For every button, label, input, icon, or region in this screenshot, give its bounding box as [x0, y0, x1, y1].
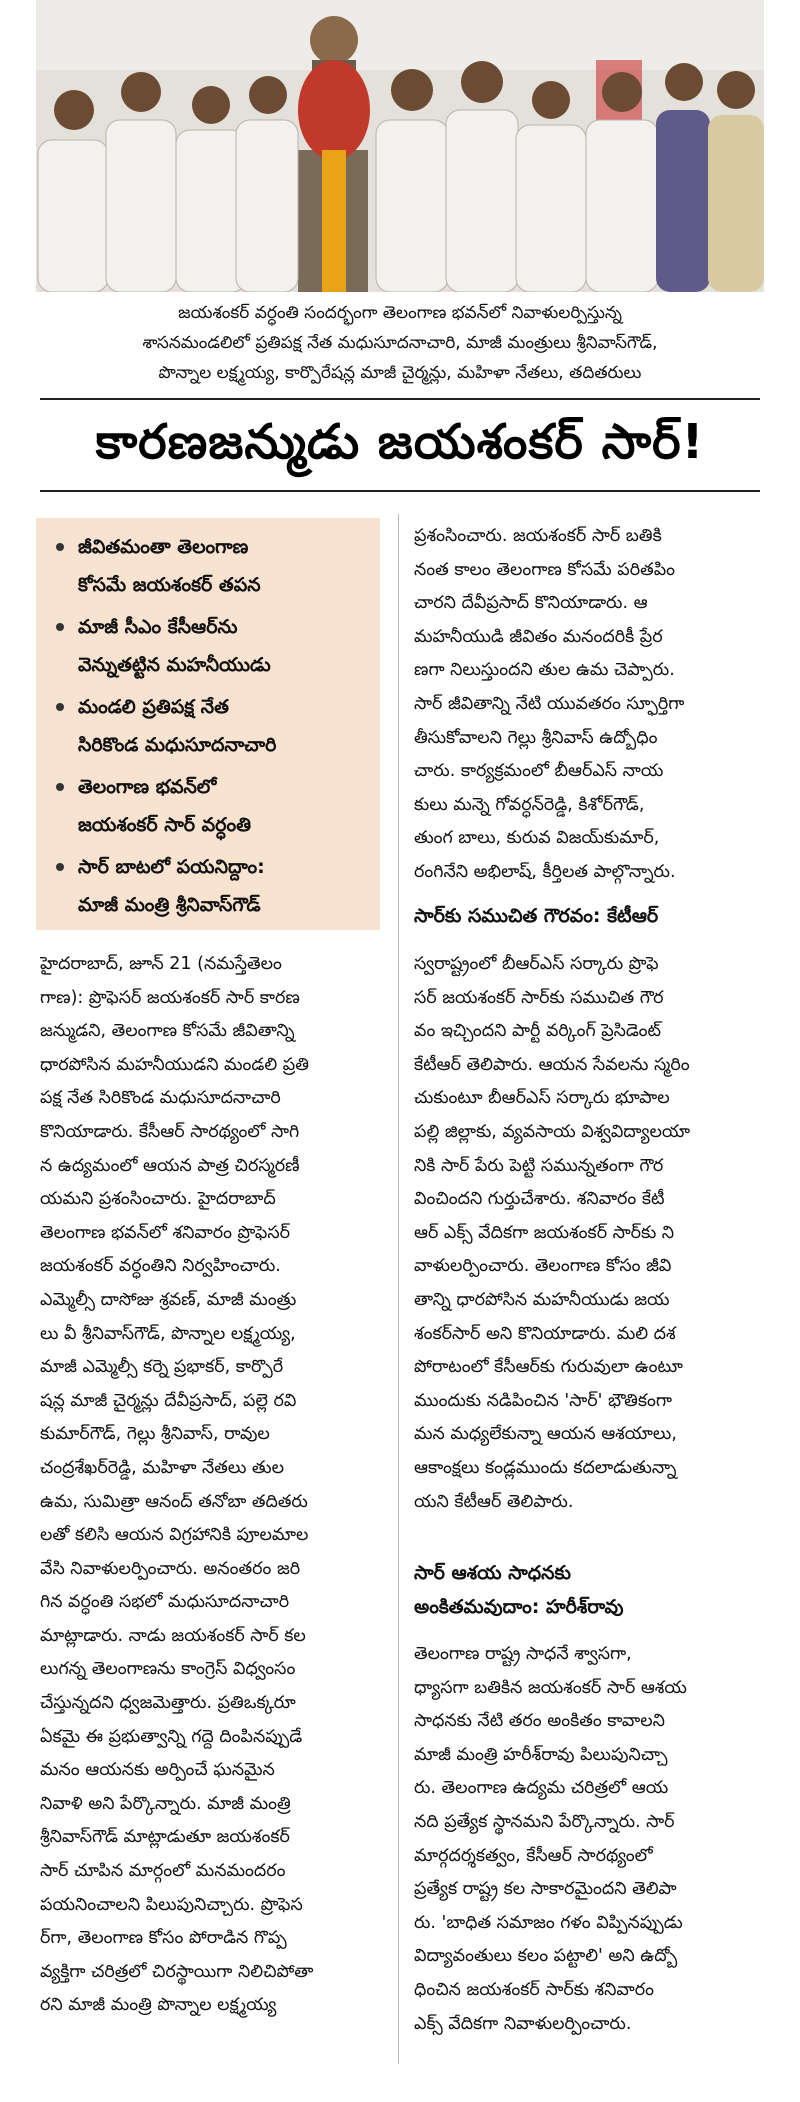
body-line: వించిందని గుర్తుచేశారు. శనివారం కేటీ [414, 1189, 665, 1210]
body-line: మార్గదర్శకత్వం, కేసీఆర్ సారథ్యంలో [414, 1845, 653, 1866]
body-line: మన మధ్యలేకున్నా ఆయన ఆశయాలు, [414, 1424, 677, 1445]
article-right-column-top [414, 520, 764, 890]
body-line: విద్యావంతులు కలం పట్టాలి' అని ఉద్బో [414, 1946, 678, 1967]
body-line: శంకర్‌సార్ అని కొనియాడారు. మలి దశ [414, 1323, 676, 1344]
highlight-line: మండలి ప్రతిపక్ష నేత [78, 696, 229, 718]
body-line: షన్ల మాజీ చైర్మన్లు దేవీప్రసాద్, పల్లె రవి [40, 1390, 297, 1411]
bullet-icon [56, 703, 64, 711]
highlight-item [56, 768, 376, 844]
body-line: చేస్తున్నదని ధ్వజమెత్తారు. ప్రతిఒక్కరూ [40, 1693, 296, 1714]
highlight-line: మాజీ మంత్రి శ్రీనివాస్‌గౌడ్ [78, 894, 261, 916]
body-line: వేసి నివాళులర్పించారు. అనంతరం జరి [40, 1558, 301, 1579]
body-line: మనం ఆయనకు అర్పించే ఘనమైన [40, 1760, 275, 1781]
body-line: నివాళి అని పేర్కొన్నారు. మాజీ మంత్రి [40, 1793, 291, 1814]
subheading-harish-2: అంకితమవుదాం: హరీశ్‌రావు [414, 1596, 624, 1618]
body-line: ఎక్స్ వేదికగా నివాళులర్పించారు. [414, 2013, 632, 2034]
body-line: ఆకాంక్షలు కండ్లముందు కదలాడుతున్నా [414, 1457, 677, 1478]
body-line: ఉమ, సుమిత్రా ఆనంద్ తనోబా తదితరు [40, 1491, 308, 1512]
body-line: తెలంగాణ భవన్‌లో శనివారం ప్రొఫెసర్ [40, 1222, 291, 1243]
body-line: ధారపోసిన మహనీయుడని మండలి ప్రతి [40, 1054, 309, 1075]
caption-line: శాసనమండలిలో ప్రతిపక్ష నేత మధుసూదనాచారి, మాజీ మంత్రులు శ్రీనివాస్‌గౌడ్, [142, 333, 658, 353]
body-line: వాళులర్పించారు. తెలంగాణ కోసం జీవి [414, 1256, 672, 1277]
highlight-item [56, 848, 376, 924]
group-photo-statue [36, 0, 764, 292]
body-line: ర్‌గా, తెలంగాణ కోసం పోరాడిన గొప్ప [40, 1928, 287, 1949]
column-divider [398, 514, 399, 2064]
body-line: తీసుకోవాలని గెల్లు శ్రీనివాస్ ఉద్బోధిం [414, 727, 658, 748]
body-line: నంత కాలం తెలంగాణ కోసమే పరితపిం [414, 559, 676, 580]
body-line: పక్ష నేత సిరికొండ మధుసూదనాచారి [40, 1088, 281, 1109]
bullet-icon [56, 863, 64, 871]
body-line: ధ్యాసగా బతికిన జయశంకర్ సార్ ఆశయ [414, 1677, 687, 1698]
photo-caption [40, 298, 760, 388]
article-left-column [40, 948, 384, 2023]
headline-rule-bottom [40, 490, 760, 492]
body-line: పోరాటంలో కేసీఆర్‌కు గురువులా ఉంటూ [414, 1357, 683, 1378]
body-line: నది ప్రత్యేక స్థానమని పేర్కొన్నారు. సార్ [414, 1811, 675, 1832]
body-line: మాట్లాడారు. నాడు జయశంకర్ సార్ కల [40, 1625, 306, 1646]
highlight-item [56, 608, 376, 684]
body-line: యమని ప్రశంసించారు. హైదరాబాద్ [40, 1189, 276, 1210]
highlight-line: జయశంకర్ సార్ వర్ధంతి [78, 814, 251, 836]
highlight-line: సిరికొండ మధుసూదనాచారి [78, 734, 277, 756]
body-line: సర్ జయశంకర్ సార్‌కు సముచిత గౌర [414, 987, 664, 1008]
highlight-line: కోసమే జయశంకర్ తపన [78, 574, 261, 596]
body-line: రని మాజీ మంత్రి పొన్నాల లక్ష్మయ్య [40, 1995, 277, 2016]
highlight-line: మాజీ సీఎం కేసీఆర్‌ను [78, 616, 238, 638]
body-line: చంద్రశేఖర్‌రెడ్డి, మహిళా నేతలు తుల [40, 1457, 285, 1478]
body-line: కుమార్‌గౌడ్, గెల్లు శ్రీనివాస్, రావుల [40, 1424, 270, 1445]
body-line: ప్రశంసించారు. జయశంకర్ సార్ బతికి [414, 526, 662, 546]
body-line: తెలంగాణ రాష్ట్ర సాధనే శ్వాసగా, [414, 1644, 632, 1664]
body-line: రు. 'బాధిత సమాజం గళం విప్పినప్పుడు [414, 1912, 683, 1933]
body-line: వ్యక్తిగా చరిత్రలో చిరస్థాయిగా నిలిచిపోతా [40, 1961, 314, 1982]
body-line: లు వీ శ్రీనివాస్‌గౌడ్, పొన్నాల లక్ష్మయ్య, [40, 1323, 296, 1344]
body-line: తుంగ బాలు, కురువ విజయ్‌కుమార్, [414, 828, 660, 849]
body-line: శ్రీనివాస్‌గౌడ్ మాట్లాడుతూ జయశంకర్ [40, 1827, 290, 1848]
body-line: జయశంకర్ వర్ధంతిని నిర్వహించారు. [40, 1256, 281, 1277]
body-line: గాణ): ప్రొఫెసర్ జయశంకర్ సార్ కారణ [40, 987, 300, 1008]
body-line: మాజీ ఎమ్మెల్సీ కర్నె ప్రభాకర్, కార్పొరే [40, 1357, 284, 1378]
body-line: కేటీఆర్ తెలిపారు. ఆయన సేవలను స్మరిం [414, 1054, 690, 1075]
body-line: సాధనకు నేటి తరం అంకితం కావాలని [414, 1711, 665, 1732]
body-line: రు. తెలంగాణ ఉద్యమ చరిత్రలో ఆయ [414, 1778, 669, 1799]
body-line: జన్ముడని, తెలంగాణ కోసమే జీవితాన్ని [40, 1021, 295, 1042]
highlight-item [56, 688, 376, 764]
body-line: ఆర్ ఎక్స్ వేదికగా జయశంకర్ సార్‌కు ని [414, 1222, 675, 1243]
highlight-item [56, 528, 376, 604]
body-line: చారని దేవీప్రసాద్ కొనియాడారు. ఆ [414, 593, 648, 614]
body-line: గిన వర్ధంతి సభలో మధుసూదనాచారి [40, 1592, 290, 1613]
body-line: చారు. కార్యక్రమంలో బీఆర్‌ఎస్ నాయ [414, 761, 664, 782]
body-line: రంగినేని అభిలాష్, కీర్తిలత పాల్గొన్నారు. [414, 861, 676, 882]
highlight-line: జీవితమంతా తెలంగాణ [78, 536, 249, 558]
page-headline: కారణజన్ముడు జయశంకర్ సార్! [95, 414, 705, 470]
body-line: న ఉద్యమంలో ఆయన పాత్ర చిరస్మరణీ [40, 1155, 300, 1176]
highlight-line: సార్ బాటలో పయనిద్దాం: [78, 856, 265, 878]
body-line: యని కేటీఆర్ తెలిపారు. [414, 1491, 574, 1512]
body-line: తాన్ని ధారపోసిన మహనీయుడు జయ [414, 1289, 670, 1310]
body-line: లతో కలిసి ఆయన విగ్రహానికి పూలమాల [40, 1525, 309, 1546]
article-right-column-mid [414, 948, 764, 1519]
body-line: వం ఇచ్చిందని పార్టీ వర్కింగ్ ప్రెసిడెంట్ [414, 1021, 662, 1042]
body-line: పయనించాలని పిలుపునిచ్చారు. ప్రొఫెస [40, 1894, 303, 1915]
article-right-column-bottom [414, 1638, 764, 2041]
bullet-icon [56, 543, 64, 551]
caption-line: జయశంకర్ వర్ధంతి సందర్భంగా తెలంగాణ భవన్‌లో నివాళులర్పిస్తున్న [178, 303, 622, 323]
body-line: చుకుంటూ బీఆర్‌ఎస్ సర్కారు భూపాల [414, 1088, 670, 1109]
body-line: నికి సార్ పేరు పెట్టి సమున్నతంగా గౌర [414, 1155, 664, 1176]
body-line: కొనియాడారు. కేసీఆర్ సారథ్యంలో సాగి [40, 1121, 300, 1142]
body-line: సార్ జీవితాన్ని నేటి యువతరం స్ఫూర్తిగా [414, 693, 685, 714]
body-line: మాజీ మంత్రి హరీశ్‌రావు పిలుపునిచ్చా [414, 1744, 668, 1765]
highlights-box [36, 518, 380, 930]
subheading-harish: సార్ ఆశయ సాధనకు [414, 1562, 571, 1584]
highlight-line: వెన్నుతట్టిన మహనీయుడు [78, 654, 271, 676]
body-line: సార్ చూపిన మార్గంలో మనమందరం [40, 1861, 286, 1882]
body-line: స్వరాష్ట్రంలో బీఆర్‌ఎస్ సర్కారు ప్రొఫె [414, 954, 659, 974]
body-line: పల్లి జిల్లాకు, వ్యవసాయ విశ్వవిద్యాలయా [414, 1121, 691, 1142]
body-line: ధించిన జయశంకర్ సార్‌కు శనివారం [414, 1979, 655, 2000]
body-line: కులు మన్నె గోవర్ధన్‌రెడ్డి, కిశోర్‌గౌడ్, [414, 794, 645, 815]
bullet-icon [56, 623, 64, 631]
news-photo [36, 0, 764, 292]
subheading-ktr: సార్‌కు సముచిత గౌరవం: కేటీఆర్ [414, 905, 659, 927]
body-line: హైదరాబాద్, జూన్ 21 (నమస్తేతెలం [40, 954, 282, 974]
body-line: మహనీయుడి జీవితం మనందరికీ ప్రేర [414, 626, 663, 647]
caption-line: పొన్నాల లక్ష్మయ్య, కార్పొరేషన్ల మాజీ చైర్మన్లు, మహిళా నేతలు, తదితరులు [158, 363, 642, 383]
body-line: లుగన్న తెలంగాణను కాంగ్రెస్ విధ్వంసం [40, 1659, 296, 1680]
body-line: ఏకమై ఈ ప్రభుత్వాన్ని గద్దె దింపినప్పుడే [40, 1726, 303, 1747]
body-line: ణగా నిలుస్తుందని తుల ఉమ చెప్పారు. [414, 660, 675, 681]
body-line: ఎమ్మెల్సీ దాసోజు శ్రవణ్, మాజీ మంత్రు [40, 1289, 297, 1310]
body-line: ప్రత్యేక రాష్ట్ర కల సాకారమైందని తెలిపా [414, 1879, 677, 1900]
bullet-icon [56, 783, 64, 791]
body-line: ముందుకు నడిపించిన 'సార్' భౌతికంగా [414, 1390, 672, 1411]
highlight-line: తెలంగాణ భవన్‌లో [78, 776, 217, 798]
